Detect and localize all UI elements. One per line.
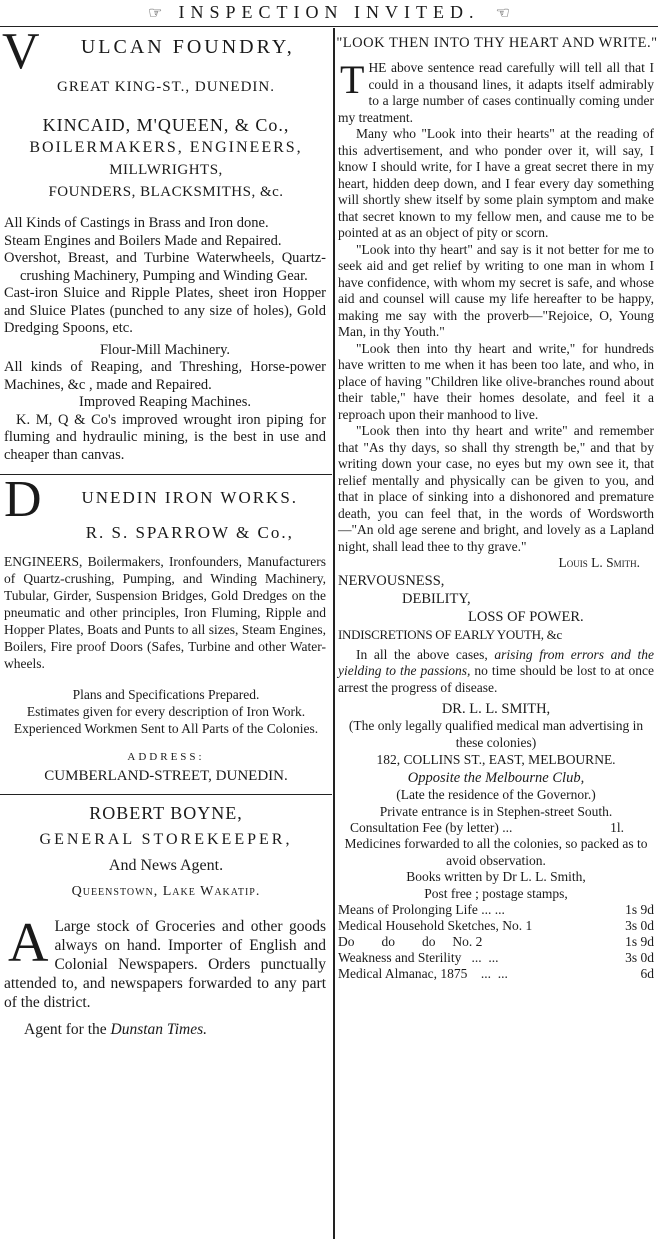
look-paragraph: HE above sentence read carefully will tell all that I could in a thousand lines, it adapts itself admirably to a large number of cases continually coming under my treatment. (338, 60, 654, 125)
smith-late: (Late the residence of the Governor.) (396, 787, 596, 802)
right-column (336, 28, 658, 1239)
pointing-hand-left-icon: ☞ (148, 5, 163, 22)
section-divider (0, 794, 332, 795)
smith-address: 182, COLLINS ST., EAST, MELBOURNE. (376, 752, 616, 767)
vulcan-trades-1: BOILERMAKERS, ENGINEERS, (29, 139, 303, 156)
smith-opposite: Opposite the Melbourne Club, (407, 770, 585, 786)
vulcan-item: All Kinds of Castings in Brass and Iron done. (4, 215, 269, 231)
vulcan-improved: Improved Reaping Machines. (79, 394, 251, 410)
dunedin-estimates: Estimates given for every description of Iron Work. (26, 704, 306, 719)
pointing-hand-right-icon: ☜ (495, 5, 510, 22)
dr-smith-ad (336, 572, 658, 983)
smith-nervousness: NERVOUSNESS, (338, 572, 445, 589)
vulcan-trades-3: FOUNDERS, BLACKSMITHS, &c. (48, 184, 284, 200)
drop-cap-t: T (340, 57, 365, 102)
smith-medicines: Medicines forwarded to all the colonies, so packed as to avoid observation. (344, 836, 648, 868)
vulcan-piping: K. M, Q & Co's improved wrought iron piping for fluming and hydraulic mining, is the best in use and cheaper than canvas. (4, 411, 326, 463)
smith-loss: LOSS OF POWER. (468, 608, 584, 625)
dunedin-title: UNEDIN IRON WORKS. (81, 488, 299, 507)
vulcan-item: Steam Engines and Boilers Made and Repaired. (4, 232, 282, 249)
drop-cap-d: D (4, 471, 42, 528)
vulcan-trades-2: MILLWRIGHTS, (109, 162, 223, 178)
price-value: 3s 0d (625, 950, 654, 965)
smith-cases-prefix: In all the above cases, (356, 646, 488, 662)
look-paragraph: "Look then into thy heart and write," for hundreds have written to me when it has been too late, and who, in place of having "Children like olive-branches round about their table," have their homes desolate, and feel it a reproach upon their manhood to live. (338, 340, 654, 422)
price-value: 1s 9d (625, 934, 654, 949)
look-paragraph: Many who "Look into their hearts" at the reading of this advertisement, and who ponder over it, will say, I know I should write, for I have a great secret there in my heart, hidden deep down, and I fear every day something will shortly shew itself by some plain symptom and make that secret known to my fellow men, and cause me to be pointed at as an object of pity or scorn. (338, 126, 654, 240)
vulcan-foundry-ad (0, 28, 332, 464)
dunedin-iron-works-ad (0, 471, 332, 786)
price-label: Means of Prolonging Life ... ... (338, 902, 505, 917)
dunedin-address-label: ADDRESS: (127, 751, 205, 763)
look-into-heart-ad (336, 28, 658, 572)
price-label: Medical Almanac, 1875 ... ... (338, 966, 508, 981)
smith-indiscretions: INDISCRETIONS OF EARLY YOUTH, &c (338, 626, 562, 642)
header-title: INSPECTION INVITED. (178, 2, 480, 22)
smith-cases-italic: arising from errors and the yielding to the passions, (338, 646, 655, 678)
vulcan-address: GREAT KING-ST., DUNEDIN. (56, 79, 275, 95)
boyne-agent-paper: Dunstan Times. (110, 1021, 207, 1038)
vulcan-firm: KINCAID, M'QUEEN, & Co., (42, 115, 290, 135)
dunedin-plans: Plans and Specifications Prepared. (72, 687, 260, 702)
vulcan-flour-mill: Flour-Mill Machinery. (99, 341, 231, 358)
look-title: "LOOK THEN INTO THY HEART AND WRITE." (336, 35, 658, 51)
price-label: Medical Household Sketches, No. 1 (338, 918, 533, 933)
vulcan-item: Cast-iron Sluice and Ripple Plates, sheet iron Hopper and Sluice Plates (punched to any size of holes), Gold Dredging Spoons, etc. (4, 285, 326, 336)
vulcan-item: Overshot, Breast, and Turbine Waterwheels, Quartz-crushing Machinery, Pumping and Winding Gear. (4, 250, 326, 284)
price-value: 1s 9d (625, 902, 654, 917)
price-value: 3s 0d (625, 918, 654, 933)
robert-boyne-ad (0, 801, 332, 1039)
dunedin-firm: R. S. SPARROW & Co., (85, 523, 294, 542)
price-row (338, 902, 654, 918)
dunedin-workmen: Experienced Workmen Sent to All Parts of the Colonies. (13, 721, 319, 736)
left-column (0, 28, 332, 1239)
drop-cap-a: A (8, 912, 49, 974)
boyne-agent-prefix: Agent for the (24, 1021, 107, 1038)
price-label: Weakness and Sterility ... ... (338, 950, 499, 965)
boyne-trade: GENERAL STOREKEEPER, (39, 831, 293, 848)
look-paragraph: "Look into thy heart" and say is it not better for me to seek aid and get relief by writing to one man in whom I have confidence, with whom my secret is safe, and whose aid and counsel will cause my life hereafter to be happy, making me say with the proverb—"Rejoice, O, Young Man, in thy Youth." (338, 241, 654, 339)
column-rule (333, 28, 335, 1239)
boyne-news: And News Agent. (108, 857, 224, 874)
smith-books: Books written by Dr L. L. Smith, (406, 869, 586, 884)
boyne-body: Large stock of Groceries and other goods always on hand. Importer of English and Colonial Newspapers. Orders punctually attended to, and newspapers forwarded to any part of the district. (4, 918, 326, 1011)
smith-qualified: (The only legally qualified medical man advertising in these colonies) (348, 718, 644, 750)
smith-fee-value: 1l. (610, 820, 624, 835)
price-row (338, 934, 654, 950)
vulcan-reaping: All kinds of Reaping, and Threshing, Horse-power Machines, &c , made and Repaired. (4, 359, 326, 393)
drop-cap-v: V (2, 28, 40, 80)
smith-cases-suffix: no time should be lost to at once arrest the progress of disease. (338, 663, 654, 695)
smith-fee-label: Consultation Fee (by letter) ... (350, 820, 513, 835)
smith-private: Private entrance is in Stephen-street South. (379, 803, 613, 819)
price-row (338, 950, 654, 966)
boyne-place: Queenstown, Lake Wakatip. (71, 884, 261, 899)
price-row (338, 918, 654, 934)
look-paragraph: "Look then into thy heart and write" and remember that "As thy days, so shall thy strength be," and that by writing down your case, no eyes but my own see it, that relief mentally and physically can be given to you, and that in place of sinking into a dishonored and premature death, you can feel that, in the words of Wordsworth—"An old age serene and bright, and lovely as a Lapland night, shall lead thee to thy grave." (338, 423, 654, 554)
price-label: Do do do No. 2 (338, 934, 483, 949)
dunedin-body: ENGINEERS, Boilermakers, Ironfounders, Manufacturers of Quartz-crushing, Pumping, and Winding Machinery, Tubular, Girder, Suspension Bridges, Gold Dredges on the pneumatic and other principles, Iron Fluming, Ripple and Hopper Plates, Boats and Punts to all sizes, Steam Engines, Boilers, Fire proof Doors (Safes, Turbine and other Water-wheels. (4, 554, 326, 671)
price-value: 6d (640, 966, 654, 981)
smith-debility: DEBILITY, (402, 590, 471, 607)
page-header (0, 0, 658, 27)
vulcan-title: ULCAN FOUNDRY, (80, 36, 295, 58)
dunedin-address: CUMBERLAND-STREET, DUNEDIN. (44, 768, 288, 784)
smith-post-free: Post free ; postage stamps, (424, 885, 568, 901)
price-row (338, 966, 654, 982)
smith-doctor: DR. L. L. SMITH, (441, 701, 551, 717)
book-price-list (338, 902, 654, 982)
look-signature: Louis L. Smith. (558, 555, 640, 570)
boyne-name: ROBERT BOYNE, (89, 803, 243, 823)
